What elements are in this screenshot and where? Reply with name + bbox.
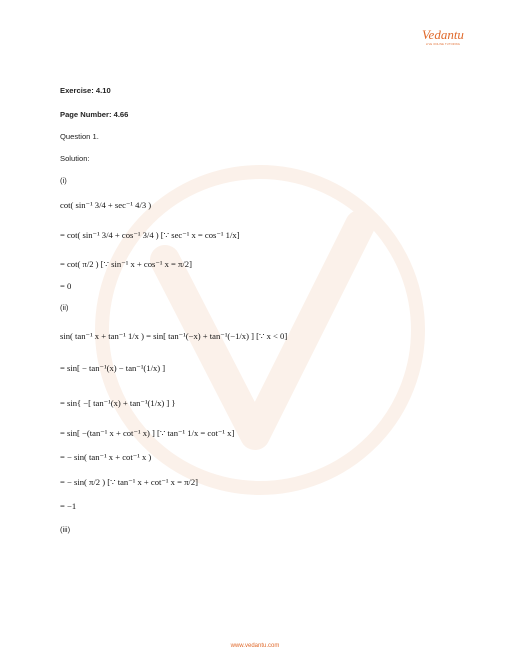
solution-label: Solution: — [60, 154, 90, 163]
part-i-line-4: = 0 — [60, 281, 72, 291]
part-ii-line-5: = − sin( tan⁻¹ x + cot⁻¹ x ) — [60, 452, 152, 462]
part-i-line-3: = cot( π/2 ) [∵ sin⁻¹ x + cos⁻¹ x = π/2] — [60, 259, 192, 269]
part-ii-line-6: = − sin( π/2 ) [∵ tan⁻¹ x + cot⁻¹ x = π/2] — [60, 477, 198, 487]
part-ii-line-1: sin( tan⁻¹ x + tan⁻¹ 1/x ) = sin[ tan⁻¹(−x) + tan⁻¹(−1/x) ] [∵ x < 0] — [60, 331, 288, 341]
part-ii-line-2: = sin[ − tan⁻¹(x) − tan⁻¹(1/x) ] — [60, 363, 166, 373]
vedantu-logo — [414, 28, 472, 46]
part-i-line-2: = cot( sin⁻¹ 3/4 + cos⁻¹ 3/4 ) [∵ sec⁻¹ x = cos⁻¹ 1/x] — [60, 230, 240, 240]
logo-tagline: LIVE ONLINE TUTORING — [425, 43, 461, 46]
part-i-line-1: cot( sin⁻¹ 3/4 + sec⁻¹ 4/3 ) — [60, 200, 152, 210]
question-label: Question 1. — [60, 132, 99, 141]
logo-wordmark: Vedantu — [422, 27, 464, 42]
part-ii-label: (ii) — [60, 303, 69, 312]
part-ii-line-3: = sin{ −[ tan⁻¹(x) + tan⁻¹(1/x) ] } — [60, 398, 176, 408]
page-number: Page Number: 4.66 — [60, 110, 129, 119]
vedantu-watermark — [95, 165, 425, 495]
footer-url[interactable]: www.vedantu.com — [230, 643, 280, 649]
part-ii-line-7: = −1 — [60, 501, 77, 511]
part-i-label: (i) — [60, 176, 67, 185]
part-iii-label: (iii) — [60, 525, 71, 534]
exercise-heading: Exercise: 4.10 — [60, 86, 111, 95]
part-ii-line-4: = sin[ −(tan⁻¹ x + cot⁻¹ x) ] [∵ tan⁻¹ 1/x = cot⁻¹ x] — [60, 428, 235, 438]
